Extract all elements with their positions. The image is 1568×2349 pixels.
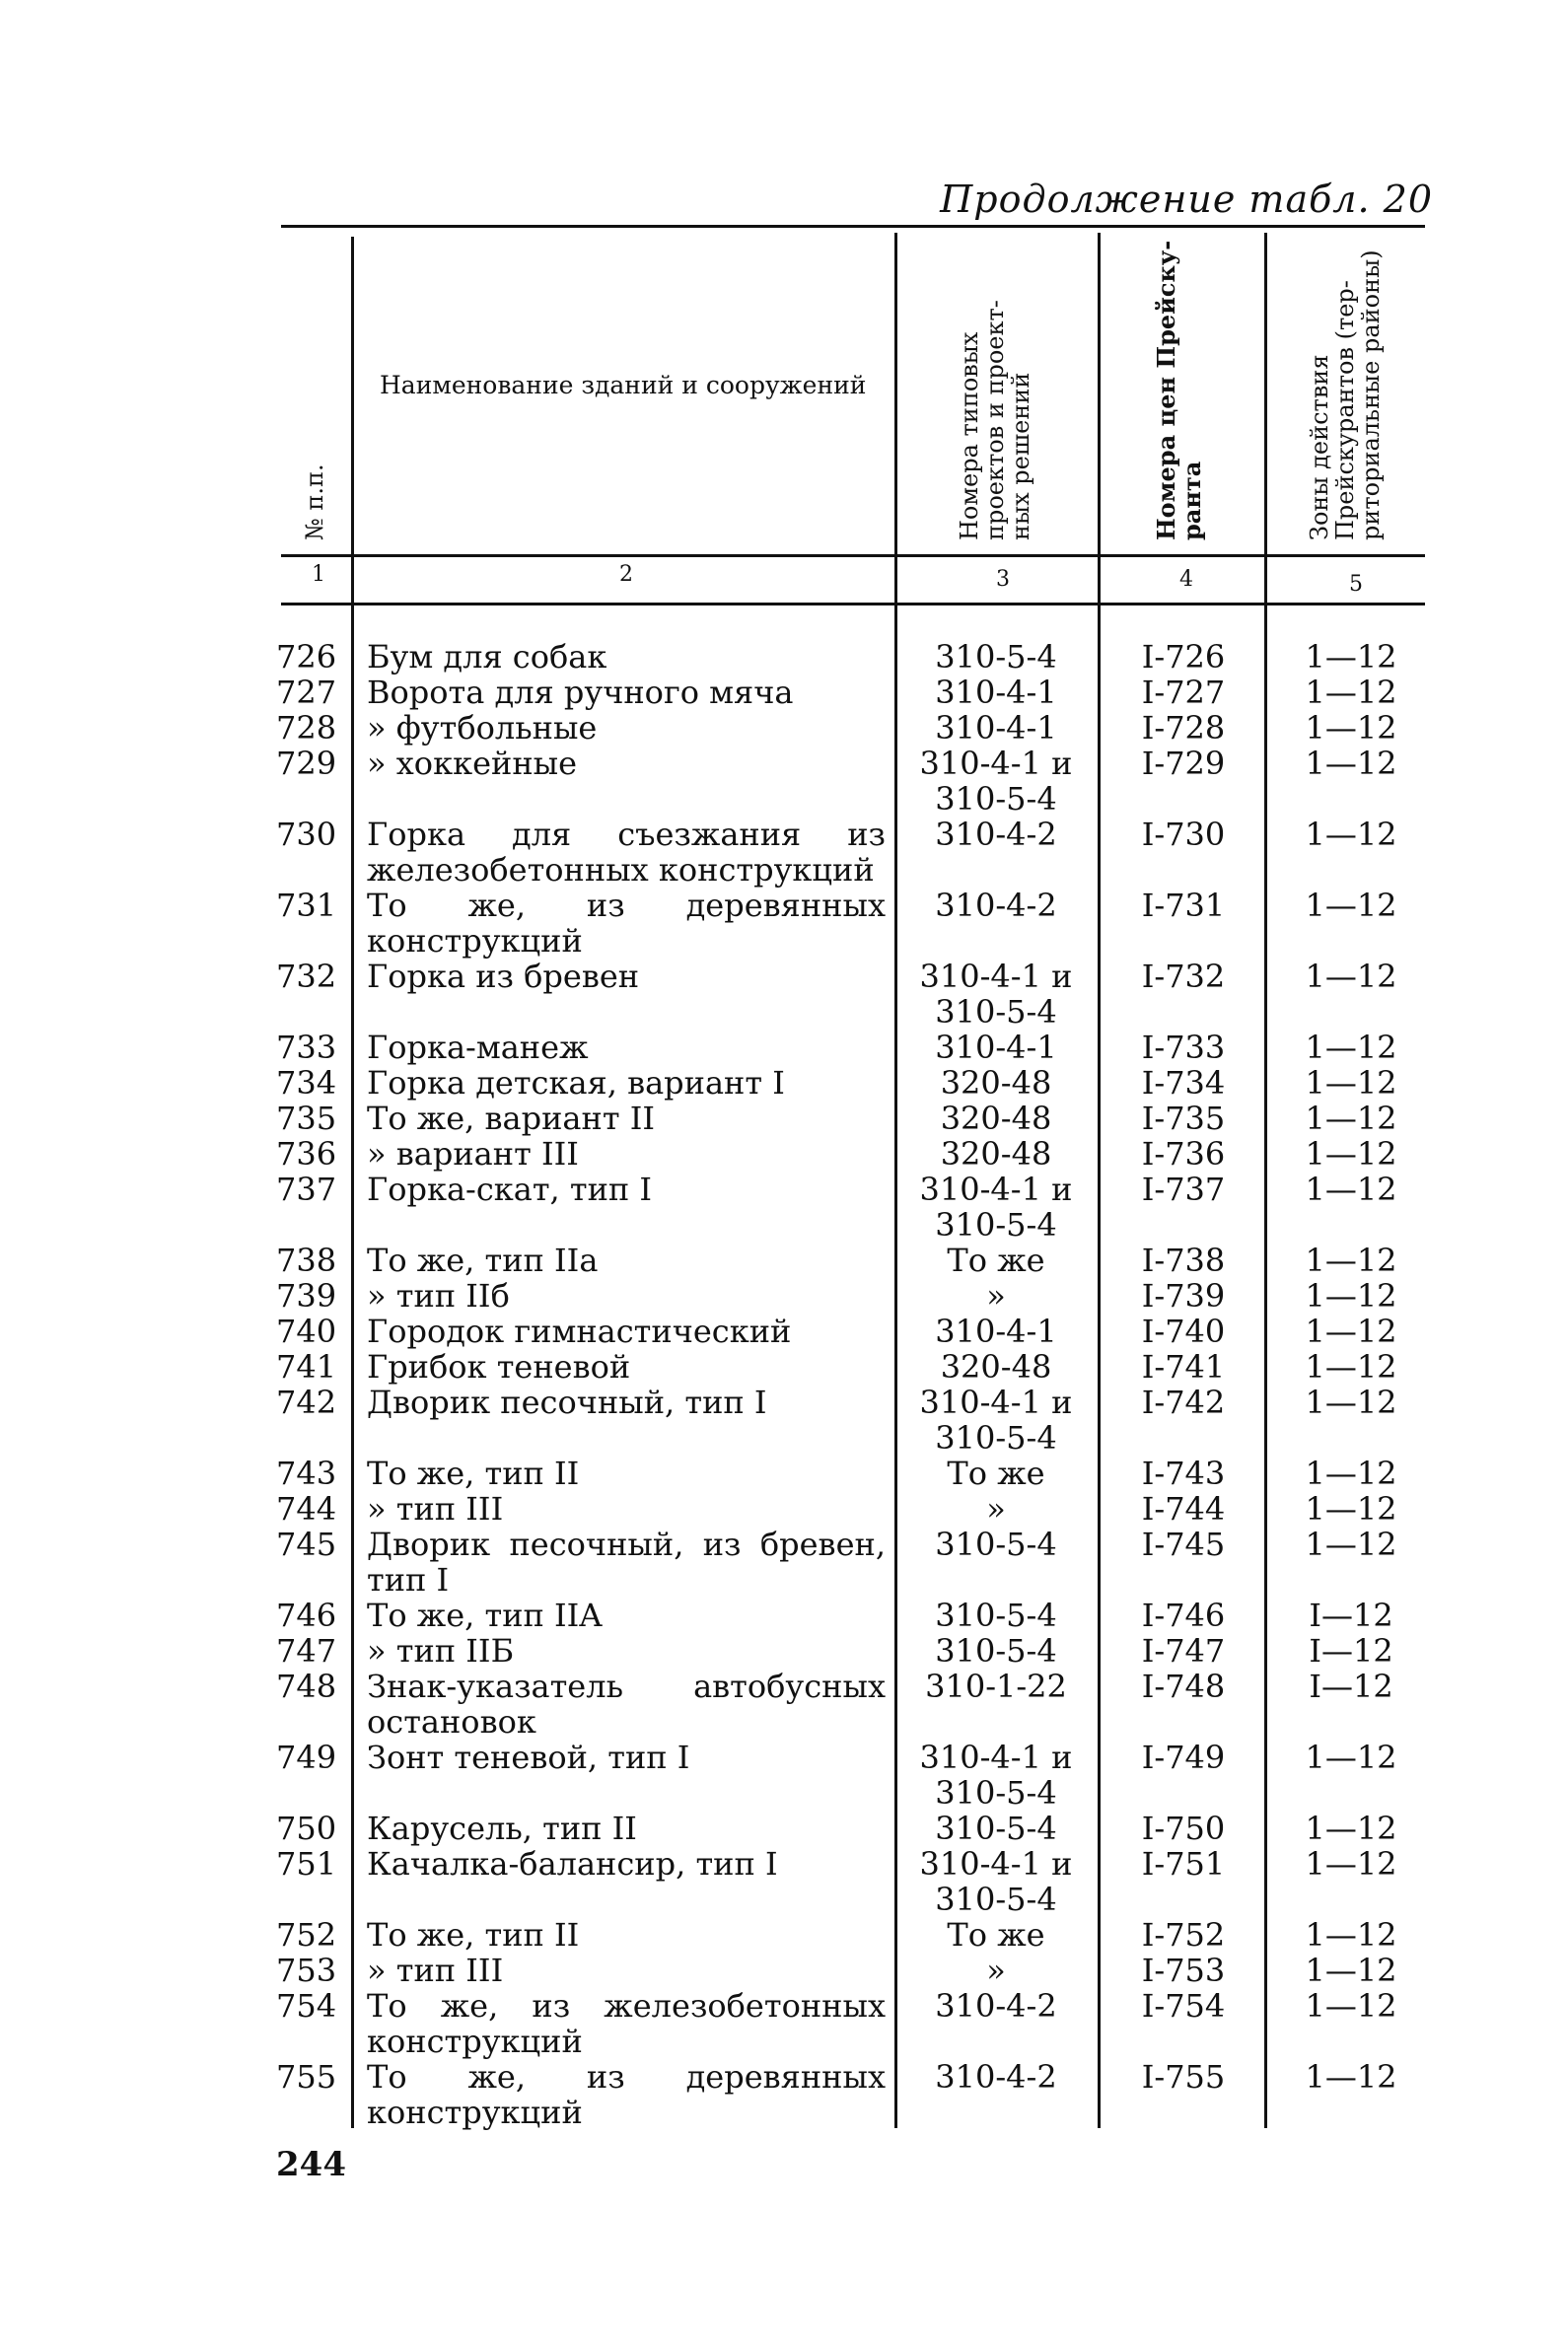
row-zone: 1—12 (1305, 638, 1397, 676)
row-project: 310-4-1 и 310-5-4 (919, 1739, 1073, 1812)
table-row (0, 746, 1568, 817)
row-zone: 1—12 (1305, 674, 1397, 711)
header-zones-line-2: Прейскурантов (тер- (1331, 280, 1359, 540)
table-row (0, 1030, 1568, 1065)
table-row (0, 1527, 1568, 1598)
row-number: 753 (276, 1952, 337, 1989)
row-price: I-755 (1141, 2058, 1226, 2096)
row-name: » футбольные (367, 709, 598, 747)
table-row (0, 1243, 1568, 1278)
table-row (0, 959, 1568, 1030)
table-row (0, 1633, 1568, 1669)
table-caption: Продолжение табл. 20 (940, 178, 1433, 221)
row-project: 310-4-1 и 310-5-4 (919, 958, 1073, 1031)
row-number: 751 (276, 1845, 337, 1883)
row-zone: 1—12 (1305, 1029, 1397, 1066)
row-project: 310-4-1 (935, 1313, 1057, 1350)
row-number: 740 (276, 1313, 337, 1350)
row-number: 750 (276, 1810, 337, 1847)
row-zone: 1—12 (1305, 1242, 1397, 1279)
row-zone: 1—12 (1305, 1277, 1397, 1315)
row-project: 310-4-1 (935, 709, 1057, 747)
row-name: Зонт теневой, тип I (367, 1739, 690, 1776)
row-name: То же, из деревянных конструкций (367, 887, 886, 960)
row-zone: 1—12 (1305, 1348, 1397, 1386)
row-zone: I—12 (1309, 1632, 1393, 1670)
row-name: То же, из железобетонных конструкций (367, 1987, 886, 2060)
row-name: » тип IIБ (367, 1632, 515, 1670)
table-row (0, 1456, 1568, 1491)
row-zone: 1—12 (1305, 1526, 1397, 1563)
row-price: I-728 (1141, 709, 1226, 747)
row-number: 730 (276, 816, 337, 853)
row-name: Дворик песочный, тип I (367, 1384, 767, 1421)
row-price: I-736 (1141, 1135, 1226, 1173)
row-project: 310-1-22 (925, 1668, 1067, 1705)
row-price: I-735 (1141, 1100, 1226, 1137)
table-row (0, 1101, 1568, 1136)
column-number-4: 4 (1179, 567, 1193, 592)
row-project: 320-48 (940, 1348, 1052, 1386)
row-zone: 1—12 (1305, 709, 1397, 747)
row-name: То же, тип II (367, 1916, 580, 1954)
row-price: I-754 (1141, 1987, 1226, 2025)
row-number: 747 (276, 1632, 337, 1670)
table-row (0, 1278, 1568, 1314)
row-price: I-737 (1141, 1171, 1226, 1208)
row-price: I-745 (1141, 1526, 1226, 1563)
row-name: Горка из бревен (367, 958, 640, 995)
row-name: Знак-указатель автобусных остановок (367, 1668, 886, 1741)
row-project: 320-48 (940, 1064, 1052, 1102)
table-row (0, 1491, 1568, 1527)
row-name: Горка-скат, тип I (367, 1171, 653, 1208)
row-price: I-749 (1141, 1739, 1226, 1776)
row-number: 726 (276, 638, 337, 676)
row-project: 310-4-1 и 310-5-4 (919, 1845, 1073, 1918)
table-row (0, 1953, 1568, 1988)
table-row (0, 639, 1568, 675)
column-number-1: 1 (312, 562, 325, 587)
row-project: 310-4-2 (935, 816, 1057, 853)
row-number: 733 (276, 1029, 337, 1066)
row-number: 737 (276, 1171, 337, 1208)
row-number: 745 (276, 1526, 337, 1563)
table-row (0, 710, 1568, 746)
row-name: То же, вариант II (367, 1100, 655, 1137)
row-zone: 1—12 (1305, 1384, 1397, 1421)
column-number-3: 3 (996, 567, 1010, 592)
header-price-line-2: ранта (1177, 461, 1206, 540)
row-number: 742 (276, 1384, 337, 1421)
row-number: 727 (276, 674, 337, 711)
row-project: То же (947, 1916, 1045, 1954)
row-zone: I—12 (1309, 1668, 1393, 1705)
header-bottom-rule (281, 554, 1425, 557)
row-name: » хоккейные (367, 745, 578, 782)
header-price-line-1: Номера цен Прейску- (1152, 240, 1180, 540)
row-price: I-742 (1141, 1384, 1226, 1421)
row-name: » тип III (367, 1952, 504, 1989)
row-name: » тип IIб (367, 1277, 510, 1315)
row-zone: 1—12 (1305, 1313, 1397, 1350)
row-zone: 1—12 (1305, 887, 1397, 924)
table-row (0, 1349, 1568, 1385)
table-row (0, 1811, 1568, 1846)
table-row (0, 1314, 1568, 1349)
row-price: I-751 (1141, 1845, 1226, 1883)
row-name: Карусель, тип II (367, 1810, 637, 1847)
table-top-rule (281, 225, 1425, 228)
row-name: То же, тип II (367, 1455, 580, 1492)
row-zone: 1—12 (1305, 1987, 1397, 2025)
row-name: Горка детская, вариант I (367, 1064, 785, 1102)
row-zone: 1—12 (1305, 1135, 1397, 1173)
row-zone: 1—12 (1305, 1952, 1397, 1989)
row-name: То же, тип IIA (367, 1597, 603, 1634)
row-zone: 1—12 (1305, 1739, 1397, 1776)
row-price: I-738 (1141, 1242, 1226, 1279)
table-row (0, 888, 1568, 959)
row-price: I-730 (1141, 816, 1226, 853)
header-price (1154, 241, 1205, 540)
row-number: 734 (276, 1064, 337, 1102)
row-name: Грибок теневой (367, 1348, 631, 1386)
row-number: 736 (276, 1135, 337, 1173)
row-number: 748 (276, 1668, 337, 1705)
row-project: 310-5-4 (935, 1526, 1057, 1563)
row-price: I-734 (1141, 1064, 1226, 1102)
row-price: I-726 (1141, 638, 1226, 676)
row-number: 754 (276, 1987, 337, 2025)
table-row (0, 1846, 1568, 1917)
row-zone: 1—12 (1305, 2058, 1397, 2096)
row-price: I-746 (1141, 1597, 1226, 1634)
column-number-2: 2 (619, 562, 633, 587)
row-price: I-741 (1141, 1348, 1226, 1386)
header-zones-line-3: риториальные районы) (1357, 249, 1385, 540)
row-number: 728 (276, 709, 337, 747)
header-projects-line-2: проектов и проект- (981, 300, 1009, 540)
header-zones (1307, 249, 1384, 540)
table-row (0, 2059, 1568, 2130)
row-price: I-744 (1141, 1490, 1226, 1528)
row-price: I-727 (1141, 674, 1226, 711)
row-project: 310-5-4 (935, 638, 1057, 676)
row-zone: 1—12 (1305, 816, 1397, 853)
header-projects-line-3: ных решений (1007, 372, 1034, 540)
row-number: 746 (276, 1597, 337, 1634)
row-price: I-740 (1141, 1313, 1226, 1350)
row-project: То же (947, 1242, 1045, 1279)
row-project: 310-5-4 (935, 1810, 1057, 1847)
row-project: » (986, 1490, 1006, 1528)
row-project: » (986, 1952, 1006, 1989)
row-name: » вариант III (367, 1135, 579, 1173)
table-row (0, 1065, 1568, 1101)
row-name: Бум для собак (367, 638, 607, 676)
row-number: 739 (276, 1277, 337, 1315)
row-price: I-748 (1141, 1668, 1226, 1705)
row-project: 310-4-1 (935, 1029, 1057, 1066)
row-number: 743 (276, 1455, 337, 1492)
table-row (0, 1136, 1568, 1172)
table-row (0, 675, 1568, 710)
row-zone: 1—12 (1305, 1455, 1397, 1492)
header-num: № п.п. (301, 463, 328, 540)
row-number: 749 (276, 1739, 337, 1776)
page-number: 244 (276, 2145, 346, 2184)
row-number: 738 (276, 1242, 337, 1279)
row-project: 310-4-1 и 310-5-4 (919, 745, 1073, 818)
row-number: 731 (276, 887, 337, 924)
row-project: 310-4-2 (935, 887, 1057, 924)
table-row (0, 1598, 1568, 1633)
row-zone: 1—12 (1305, 745, 1397, 782)
row-zone: 1—12 (1305, 1064, 1397, 1102)
table-body (0, 639, 1568, 2130)
row-number: 732 (276, 958, 337, 995)
row-project: То же (947, 1455, 1045, 1492)
row-price: I-752 (1141, 1916, 1226, 1954)
row-name: Горка-манеж (367, 1029, 589, 1066)
table-row (0, 817, 1568, 888)
row-number: 752 (276, 1916, 337, 1954)
row-zone: 1—12 (1305, 958, 1397, 995)
row-name: Горка для съезжания из железобетонных конструкций (367, 816, 886, 889)
row-name: То же, тип IIа (367, 1242, 599, 1279)
row-project: 310-4-2 (935, 1987, 1057, 2025)
header-zones-line-1: Зоны действия (1306, 354, 1333, 540)
table-row (0, 1988, 1568, 2059)
row-number: 741 (276, 1348, 337, 1386)
row-name: Ворота для ручного мяча (367, 674, 794, 711)
row-project: 310-5-4 (935, 1632, 1057, 1670)
row-project: 310-4-1 и 310-5-4 (919, 1384, 1073, 1457)
row-number: 744 (276, 1490, 337, 1528)
row-zone: 1—12 (1305, 1810, 1397, 1847)
row-zone: 1—12 (1305, 1845, 1397, 1883)
table-row (0, 1669, 1568, 1740)
row-project: 310-5-4 (935, 1597, 1057, 1634)
table-row (0, 1740, 1568, 1811)
row-project: 310-4-1 (935, 674, 1057, 711)
colnum-bottom-rule (281, 603, 1425, 605)
row-zone: 1—12 (1305, 1100, 1397, 1137)
header-projects (957, 300, 1033, 540)
row-price: I-733 (1141, 1029, 1226, 1066)
row-zone: 1—12 (1305, 1490, 1397, 1528)
row-number: 729 (276, 745, 337, 782)
row-project: » (986, 1277, 1006, 1315)
row-project: 310-4-2 (935, 2058, 1057, 2096)
row-name: Дворик песочный, из бревен, тип I (367, 1526, 886, 1599)
row-project: 310-4-1 и 310-5-4 (919, 1171, 1073, 1244)
row-price: I-753 (1141, 1952, 1226, 1989)
row-price: I-732 (1141, 958, 1226, 995)
row-name: Городок гимнастический (367, 1313, 792, 1350)
row-zone: 1—12 (1305, 1916, 1397, 1954)
row-name: Качалка-балансир, тип I (367, 1845, 778, 1883)
header-projects-line-1: Номера типовых (956, 331, 983, 540)
row-price: I-750 (1141, 1810, 1226, 1847)
row-zone: 1—12 (1305, 1171, 1397, 1208)
row-number: 755 (276, 2058, 337, 2096)
row-price: I-743 (1141, 1455, 1226, 1492)
row-project: 320-48 (940, 1135, 1052, 1173)
row-zone: I—12 (1309, 1597, 1393, 1634)
column-number-5: 5 (1349, 572, 1363, 597)
row-name: » тип III (367, 1490, 504, 1528)
table-row (0, 1172, 1568, 1243)
header-name: Наименование зданий и сооружений (380, 371, 867, 399)
row-project: 320-48 (940, 1100, 1052, 1137)
row-price: I-731 (1141, 887, 1226, 924)
row-name: То же, из деревянных конструкций (367, 2058, 886, 2131)
table-row (0, 1385, 1568, 1456)
row-price: I-747 (1141, 1632, 1226, 1670)
row-number: 735 (276, 1100, 337, 1137)
row-price: I-739 (1141, 1277, 1226, 1315)
table-row (0, 1917, 1568, 1953)
row-price: I-729 (1141, 745, 1226, 782)
